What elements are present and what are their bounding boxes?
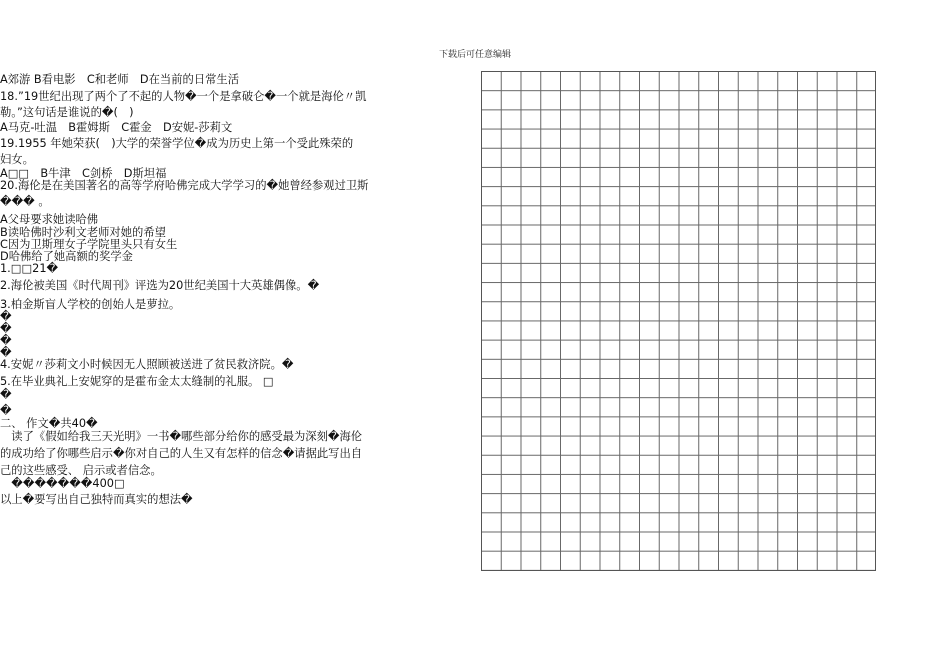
text-line: 的成功给了你哪些启示�你对自己的人生又有怎样的信念�请据此写出自 xyxy=(0,447,363,460)
text-line: 20.海伦是在美国著名的高等学府哈佛完成大学学习的�她曾经参观过卫斯 xyxy=(0,179,369,192)
text-line: 3.柏金斯盲人学校的创始人是萝拉。 xyxy=(0,298,181,311)
text-line: 5.在毕业典礼上安妮穿的是霍布金太太缝制的礼服。 □ xyxy=(0,375,274,388)
text-line: � xyxy=(0,310,12,323)
composition-writing-grid xyxy=(481,71,876,571)
text-line: A郊游 B看电影 C和老师 D在当前的日常生活 xyxy=(0,73,240,86)
text-line: �������400□ xyxy=(0,477,125,490)
question-text-column xyxy=(0,0,470,672)
text-line: 19.1955 年她荣获( )大学的荣誉学位�成为历史上第一个受此殊荣的 xyxy=(0,137,354,150)
text-line: D哈佛给了她高额的奖学金 xyxy=(0,250,133,263)
text-line: 妇女。 xyxy=(0,153,34,166)
text-line: 读了《假如给我三天光明》一书�哪些部分给你的感受最为深刻�海伦 xyxy=(0,430,363,443)
section-heading: 二、 作文�共40� xyxy=(0,417,98,430)
text-line: 勒。”这句话是谁说的�( ) xyxy=(0,106,134,119)
text-line: � xyxy=(0,346,12,359)
text-line: 1.□□21� xyxy=(0,262,59,275)
page-header: 下载后可任意编辑 xyxy=(438,50,511,60)
text-line: 2.海伦被美国《时代周刊》评选为20世纪美国十大英雄偶像。� xyxy=(0,279,320,292)
text-line: C因为卫斯理女子学院里头只有女生 xyxy=(0,238,178,251)
text-line: 己的这些感受、 启示或者信念。 xyxy=(0,464,162,477)
text-line: � xyxy=(0,322,12,335)
text-line: B读哈佛时沙利文老师对她的希望 xyxy=(0,226,166,239)
text-line: 以上�要写出自己独特而真实的想法� xyxy=(0,493,193,506)
text-line: � xyxy=(0,404,12,417)
text-line: A马克-吐温 B霍姆斯 C霍金 D安妮-莎莉文 xyxy=(0,121,233,134)
text-line: � xyxy=(0,388,12,401)
text-line: � xyxy=(0,334,12,347)
text-line: A□□ B牛津 C剑桥 D斯坦福 xyxy=(0,167,167,180)
text-line: ��� 。 xyxy=(0,195,50,208)
text-line: 18.”19世纪出现了两个了不起的人物�一个是拿破仑�一个就是海伦〃凯 xyxy=(0,90,367,103)
text-line: 4.安妮〃莎莉文小时候因无人照顾被送进了贫民救济院。� xyxy=(0,358,294,371)
text-line: A父母要求她读哈佛 xyxy=(0,213,99,226)
